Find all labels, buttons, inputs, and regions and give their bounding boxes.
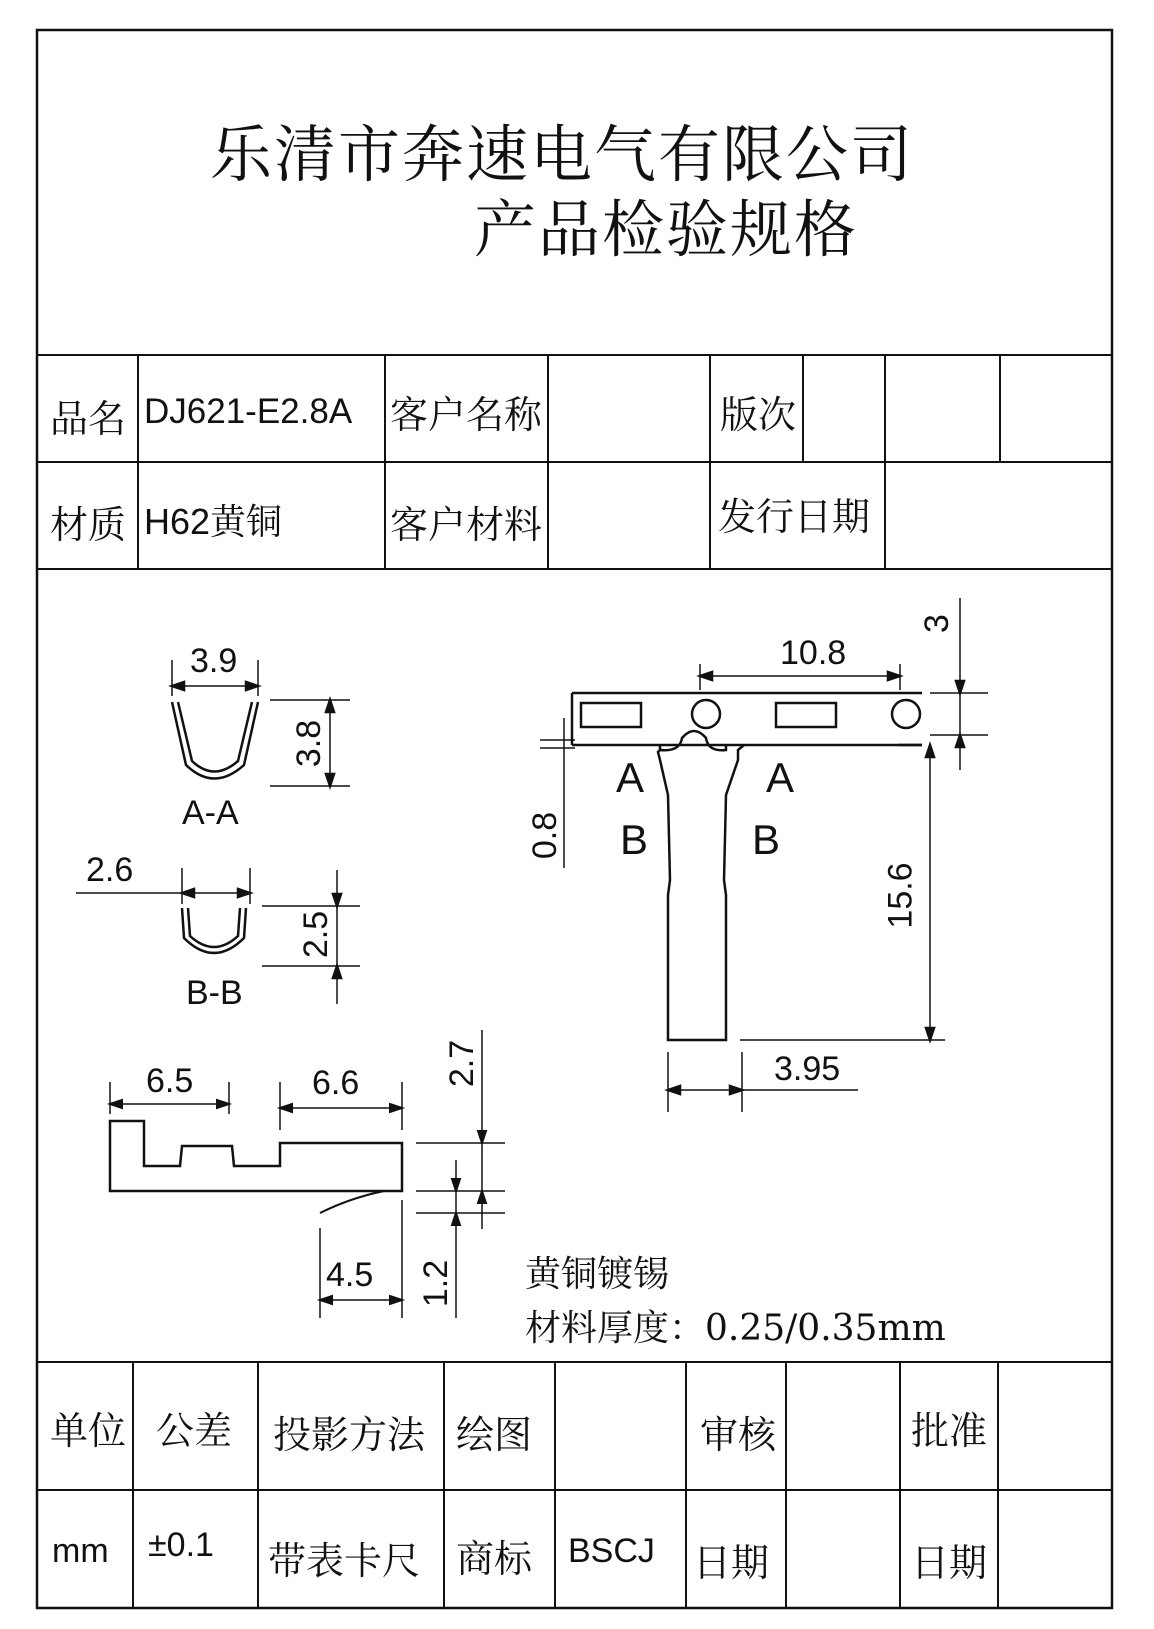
trademark-label: 商标 [456,1537,533,1581]
side-right-length: 6.6 [312,1064,360,1102]
bb-width-dimension: 2.6 [86,851,134,889]
front-width: 3.95 [774,1050,841,1088]
approve-label: 批准 [911,1409,988,1453]
projection-label: 投影方法 [273,1413,426,1457]
version-label: 版次 [720,393,797,437]
section-aa-label: A-A [182,794,239,832]
cut-mark-b-right: B [752,816,781,863]
side-top-height: 2.7 [443,1039,482,1088]
customer-material-label: 客户材料 [390,503,543,547]
cut-mark-a-left: A [616,754,645,801]
side-bottom-length: 4.5 [326,1256,374,1294]
front-length: 15.6 [881,862,920,929]
side-left-length: 6.5 [146,1062,194,1100]
drawn-by-label: 绘图 [456,1413,533,1457]
projection-value: 带表卡尺 [268,1539,421,1583]
trademark-value: BSCJ [568,1532,655,1570]
aa-width-dimension: 3.9 [190,642,238,680]
tolerance-value: ±0.1 [148,1526,214,1564]
document-title: 产品检验规格 [474,193,859,266]
front-neck: 0.8 [526,811,565,860]
review-label: 审核 [700,1413,777,1457]
plating-note: 黄铜镀锡 [525,1254,670,1295]
product-name-value: DJ621-E2.8A [144,392,353,431]
cut-mark-b-left: B [620,816,649,863]
product-name-label: 品名 [50,397,127,441]
bb-height-dimension: 2.5 [297,910,336,959]
company-name: 乐清市奔速电气有限公司 [210,118,915,191]
unit-value: mm [52,1532,109,1570]
material-value: H62黄铜 [144,501,283,542]
unit-label: 单位 [50,1409,127,1453]
front-strip-height: 3 [917,614,956,633]
aa-height-dimension: 3.8 [290,719,329,768]
section-bb-label: B-B [186,974,243,1012]
tolerance-label: 公差 [156,1409,233,1453]
cut-mark-a-right: A [766,754,795,801]
side-bottom-height: 1.2 [417,1259,456,1308]
review-date-label: 日期 [693,1541,770,1585]
front-pitch: 10.8 [780,634,847,672]
issue-date-label: 发行日期 [718,495,871,539]
thickness-note: 材料厚度：0.25/0.35mm [525,1308,946,1349]
approve-date-label: 日期 [911,1541,988,1585]
material-label: 材质 [50,503,127,547]
customer-name-label: 客户名称 [390,393,543,437]
